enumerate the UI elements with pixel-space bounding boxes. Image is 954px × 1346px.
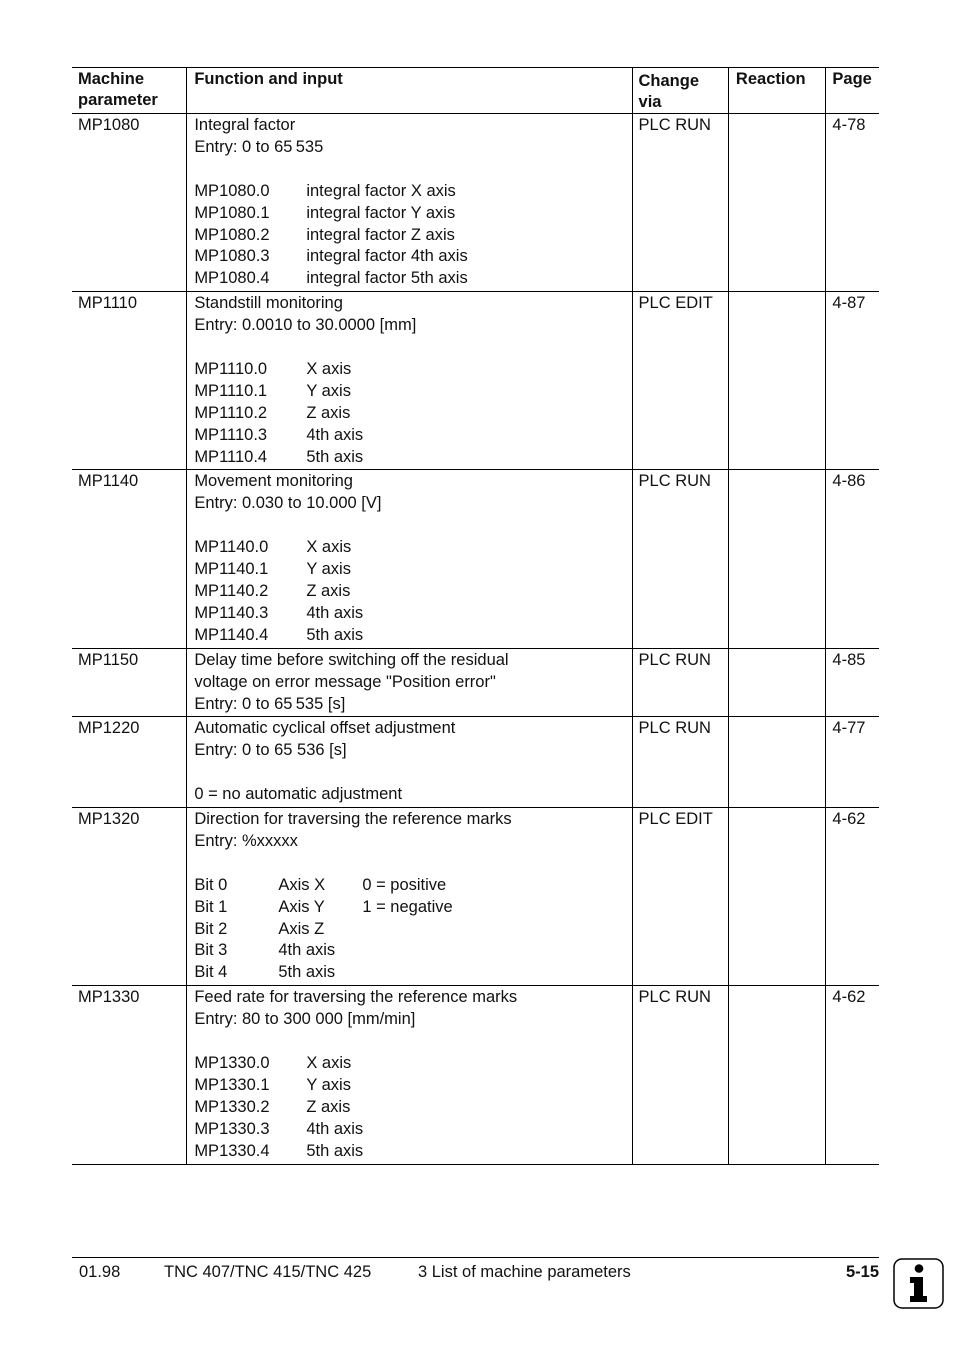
sub-parameter-desc: 5th axis xyxy=(306,447,364,466)
cell-page: 4-87 xyxy=(826,292,879,470)
machine-parameters-table xyxy=(72,67,879,1165)
cell-parameter: MP1080 xyxy=(78,116,140,134)
bit-number: Bit 4 xyxy=(194,963,228,982)
table-row xyxy=(72,114,879,292)
function-line: Entry: 0.030 to 10.000 [V] xyxy=(194,494,382,513)
sub-parameter-desc: Z axis xyxy=(306,1097,351,1116)
bit-definition xyxy=(194,919,625,941)
bit-axis: 5th axis xyxy=(278,963,336,982)
sub-parameter-id: MP1080.0 xyxy=(194,181,270,200)
sub-parameter xyxy=(194,447,625,469)
sub-parameter xyxy=(194,203,625,225)
sub-parameter-desc: Y axis xyxy=(306,1075,351,1094)
bit-number: Bit 3 xyxy=(194,941,228,960)
sub-parameter-id: MP1080.2 xyxy=(194,225,270,244)
cell-page: 4-62 xyxy=(826,808,879,986)
cell-page: 4-62 xyxy=(826,986,879,1164)
footer-model: TNC 407/TNC 415/TNC 425 xyxy=(164,1263,372,1281)
function-line: Integral factor xyxy=(194,116,296,134)
info-icon xyxy=(893,1258,944,1309)
function-line: Feed rate for traversing the reference marks xyxy=(194,988,518,1007)
sub-parameter-desc: integral factor 5th axis xyxy=(306,269,468,288)
sub-parameter-desc: X axis xyxy=(306,1053,352,1072)
sub-parameter-id: MP1110.4 xyxy=(194,447,268,466)
sub-parameter-desc: integral factor Z axis xyxy=(306,225,455,244)
cell-function xyxy=(187,114,632,292)
sub-parameter-id: MP1110.0 xyxy=(194,359,268,378)
sub-parameter-desc: Y axis xyxy=(306,560,351,579)
cell-reaction xyxy=(728,986,825,1164)
cell-reaction xyxy=(728,114,825,292)
sub-parameter xyxy=(194,403,625,425)
header-machine-parameter: Machine parameter xyxy=(78,70,158,109)
footer-chapter: 3 List of machine parameters xyxy=(418,1263,631,1281)
sub-parameter-id: MP1140.1 xyxy=(194,560,269,579)
bit-axis: Axis Y xyxy=(278,897,325,916)
sub-parameter xyxy=(194,246,625,268)
sub-parameter xyxy=(194,625,625,647)
function-line xyxy=(194,1031,625,1053)
function-line: Entry: %xxxxx xyxy=(194,831,298,850)
sub-parameter xyxy=(194,268,625,290)
function-line xyxy=(194,853,625,875)
sub-parameter xyxy=(194,181,625,203)
cell-function xyxy=(187,470,632,648)
cell-page: 4-77 xyxy=(826,717,879,808)
function-line xyxy=(194,515,625,537)
bit-definition xyxy=(194,875,625,897)
table-row xyxy=(72,470,879,648)
sub-parameter-id: MP1080.3 xyxy=(194,247,270,266)
sub-parameter-id: MP1140.4 xyxy=(194,625,269,644)
cell-change-via: PLC RUN xyxy=(632,114,728,292)
header-page: Page xyxy=(826,68,879,114)
header-function-and-input: Function and input xyxy=(187,68,632,114)
sub-parameter-id: MP1330.1 xyxy=(194,1075,270,1094)
bit-axis: 4th axis xyxy=(278,941,336,960)
table-header-row xyxy=(72,68,879,114)
cell-change-via: PLC RUN xyxy=(632,986,728,1164)
cell-reaction xyxy=(728,470,825,648)
function-line: Entry: 0 to 65 535 [s] xyxy=(194,694,346,713)
sub-parameter-desc: Z axis xyxy=(306,403,351,422)
sub-parameter-desc: integral factor X axis xyxy=(306,181,456,200)
bit-definition xyxy=(194,940,625,962)
sub-parameter-desc: 5th axis xyxy=(306,1141,364,1160)
bit-meaning: 0 = positive xyxy=(362,875,447,894)
sub-parameter xyxy=(194,1119,625,1141)
function-line: Entry: 0 to 65 535 xyxy=(194,137,324,156)
sub-parameter-id: MP1080.4 xyxy=(194,269,270,288)
sub-parameter-id: MP1110.3 xyxy=(194,425,268,444)
function-line: Movement monitoring xyxy=(194,472,353,491)
cell-reaction xyxy=(728,292,825,470)
cell-page: 4-78 xyxy=(826,114,879,292)
bit-definition xyxy=(194,897,625,919)
sub-parameter-desc: integral factor 4th axis xyxy=(306,247,468,266)
function-line xyxy=(194,762,625,784)
cell-parameter: MP1220 xyxy=(78,719,140,738)
sub-parameter xyxy=(194,603,625,625)
cell-reaction xyxy=(728,717,825,808)
sub-parameter xyxy=(194,381,625,403)
cell-function xyxy=(187,986,632,1164)
table-row xyxy=(72,648,879,717)
cell-parameter: MP1150 xyxy=(78,650,139,669)
cell-change-via: PLC EDIT xyxy=(632,808,728,986)
sub-parameter-id: MP1140.0 xyxy=(194,538,269,557)
header-reaction: Reaction xyxy=(728,68,825,114)
bit-number: Bit 2 xyxy=(194,919,228,938)
sub-parameter xyxy=(194,581,625,603)
function-line: Delay time before switching off the residual xyxy=(194,650,509,669)
bit-number: Bit 1 xyxy=(194,897,228,916)
sub-parameter xyxy=(194,1097,625,1119)
sub-parameter-id: MP1080.1 xyxy=(194,203,270,222)
cell-function xyxy=(187,717,632,808)
table-body xyxy=(72,114,879,1165)
cell-change-via: PLC EDIT xyxy=(632,292,728,470)
cell-parameter: MP1330 xyxy=(78,988,140,1007)
sub-parameter xyxy=(194,559,625,581)
sub-parameter xyxy=(194,359,625,381)
footer-page-number: 5-15 xyxy=(845,1263,879,1281)
sub-parameter-desc: 5th axis xyxy=(306,625,364,644)
cell-reaction xyxy=(728,808,825,986)
cell-function xyxy=(187,648,632,717)
bit-number: Bit 0 xyxy=(194,875,228,894)
bit-axis: Axis Z xyxy=(278,919,325,938)
sub-parameter-id: MP1330.3 xyxy=(194,1119,270,1138)
sub-parameter-desc: 4th axis xyxy=(306,603,364,622)
function-line: voltage on error message "Position error" xyxy=(194,672,496,691)
sub-parameter-desc: X axis xyxy=(306,538,352,557)
sub-parameter xyxy=(194,1053,625,1075)
cell-page: 4-85 xyxy=(826,648,879,717)
function-line: Direction for traversing the reference marks xyxy=(194,810,512,829)
sub-parameter-id: MP1330.0 xyxy=(194,1053,270,1072)
table-row xyxy=(72,986,879,1164)
sub-parameter xyxy=(194,425,625,447)
function-line: Entry: 0.0010 to 30.0000 [mm] xyxy=(194,316,417,335)
sub-parameter xyxy=(194,1075,625,1097)
function-line: Automatic cyclical offset adjustment xyxy=(194,719,456,738)
sub-parameter-id: MP1140.2 xyxy=(194,581,269,600)
cell-parameter: MP1110 xyxy=(78,294,138,313)
sub-parameter-desc: 4th axis xyxy=(306,425,364,444)
cell-reaction xyxy=(728,648,825,717)
sub-parameter-id: MP1110.1 xyxy=(194,381,268,400)
sub-parameter-id: MP1140.3 xyxy=(194,603,269,622)
page-footer xyxy=(72,1257,879,1281)
function-line xyxy=(194,337,625,359)
cell-function xyxy=(187,292,632,470)
cell-function xyxy=(187,808,632,986)
function-line: Entry: 0 to 65 536 [s] xyxy=(194,741,347,760)
cell-change-via: PLC RUN xyxy=(632,470,728,648)
sub-parameter-id: MP1330.4 xyxy=(194,1141,270,1160)
function-line: Standstill monitoring xyxy=(194,294,343,313)
footer-date: 01.98 xyxy=(79,1263,121,1281)
table-row xyxy=(72,292,879,470)
sub-parameter-desc: X axis xyxy=(306,359,352,378)
function-line: Entry: 80 to 300 000 [mm/min] xyxy=(194,1010,416,1029)
cell-page: 4-86 xyxy=(826,470,879,648)
sub-parameter-desc: integral factor Y axis xyxy=(306,203,456,222)
sub-parameter xyxy=(194,225,625,247)
sub-parameter-id: MP1330.2 xyxy=(194,1097,270,1116)
function-line xyxy=(194,159,625,181)
sub-parameter-desc: 4th axis xyxy=(306,1119,364,1138)
bit-meaning: 1 = negative xyxy=(362,897,453,916)
sub-parameter xyxy=(194,1141,625,1163)
cell-parameter: MP1140 xyxy=(78,472,139,491)
sub-parameter-id: MP1110.2 xyxy=(194,403,268,422)
sub-parameter-desc: Z axis xyxy=(306,581,351,600)
bit-axis: Axis X xyxy=(278,875,326,894)
header-change-via: Change via xyxy=(632,68,728,114)
cell-change-via: PLC RUN xyxy=(632,648,728,717)
sub-parameter xyxy=(194,537,625,559)
bit-definition xyxy=(194,962,625,984)
sub-parameter-desc: Y axis xyxy=(306,381,351,400)
table-row xyxy=(72,808,879,986)
cell-parameter: MP1320 xyxy=(78,810,140,829)
function-line: 0 = no automatic adjustment xyxy=(194,785,403,804)
cell-change-via: PLC RUN xyxy=(632,717,728,808)
table-row xyxy=(72,717,879,808)
